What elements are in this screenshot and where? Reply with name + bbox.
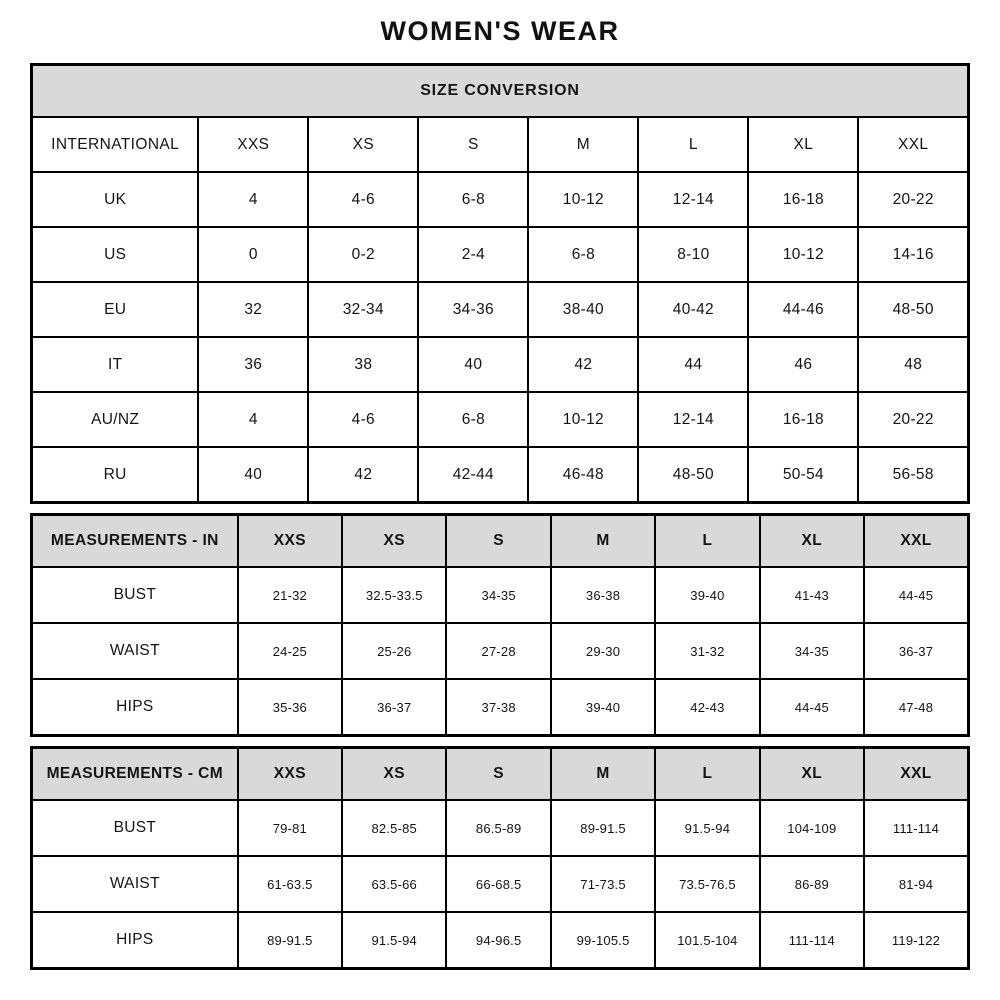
- value-cell: 10-12: [528, 392, 638, 447]
- value-cell: 25-26: [342, 623, 446, 679]
- value-cell: 12-14: [638, 392, 748, 447]
- size-conversion-header-row: [32, 117, 969, 172]
- table-row: [32, 856, 969, 912]
- value-cell: 10-12: [748, 227, 858, 282]
- value-cell: 10-12: [528, 172, 638, 227]
- value-cell: 24-25: [238, 623, 342, 679]
- value-cell: 111-114: [864, 800, 968, 856]
- measurements-in-title: MEASUREMENTS - IN: [32, 515, 238, 568]
- measurements-in-table: [30, 513, 970, 737]
- page: [30, 0, 970, 970]
- table-row: [32, 172, 969, 227]
- column-header-xxs: XXS: [198, 117, 308, 172]
- row-label: IT: [32, 337, 199, 392]
- row-label: RU: [32, 447, 199, 503]
- column-header-s: S: [418, 117, 528, 172]
- size-header-l: L: [655, 515, 759, 568]
- value-cell: 91.5-94: [655, 800, 759, 856]
- value-cell: 40: [198, 447, 308, 503]
- measurements-cm-table: [30, 746, 970, 970]
- value-cell: 42: [528, 337, 638, 392]
- column-header-xl: XL: [748, 117, 858, 172]
- value-cell: 20-22: [858, 172, 968, 227]
- table-row: [32, 623, 969, 679]
- value-cell: 32: [198, 282, 308, 337]
- value-cell: 2-4: [418, 227, 528, 282]
- value-cell: 71-73.5: [551, 856, 655, 912]
- row-label: WAIST: [32, 856, 238, 912]
- table-row: [32, 679, 969, 736]
- value-cell: 48-50: [638, 447, 748, 503]
- value-cell: 56-58: [858, 447, 968, 503]
- column-header-l: L: [638, 117, 748, 172]
- size-header-xxs: XXS: [238, 748, 342, 801]
- value-cell: 4: [198, 172, 308, 227]
- value-cell: 50-54: [748, 447, 858, 503]
- value-cell: 44: [638, 337, 748, 392]
- value-cell: 14-16: [858, 227, 968, 282]
- size-header-xs: XS: [342, 748, 446, 801]
- table-row: [32, 227, 969, 282]
- column-header-m: M: [528, 117, 638, 172]
- value-cell: 86-89: [760, 856, 864, 912]
- measurements-cm-header-row: [32, 748, 969, 801]
- value-cell: 35-36: [238, 679, 342, 736]
- value-cell: 42-44: [418, 447, 528, 503]
- column-header-xs: XS: [308, 117, 418, 172]
- value-cell: 6-8: [418, 392, 528, 447]
- column-header-international: INTERNATIONAL: [32, 117, 199, 172]
- table-row: [32, 800, 969, 856]
- table-row: [32, 912, 969, 969]
- value-cell: 46-48: [528, 447, 638, 503]
- value-cell: 4-6: [308, 392, 418, 447]
- size-header-xl: XL: [760, 515, 864, 568]
- value-cell: 104-109: [760, 800, 864, 856]
- value-cell: 99-105.5: [551, 912, 655, 969]
- value-cell: 6-8: [528, 227, 638, 282]
- value-cell: 32-34: [308, 282, 418, 337]
- value-cell: 29-30: [551, 623, 655, 679]
- value-cell: 41-43: [760, 567, 864, 623]
- value-cell: 38-40: [528, 282, 638, 337]
- value-cell: 44-46: [748, 282, 858, 337]
- column-header-xxl: XXL: [858, 117, 968, 172]
- value-cell: 82.5-85: [342, 800, 446, 856]
- value-cell: 8-10: [638, 227, 748, 282]
- value-cell: 42-43: [655, 679, 759, 736]
- value-cell: 12-14: [638, 172, 748, 227]
- size-conversion-table: [30, 63, 970, 504]
- size-header-s: S: [446, 748, 550, 801]
- table-row: [32, 337, 969, 392]
- value-cell: 34-36: [418, 282, 528, 337]
- row-label: UK: [32, 172, 199, 227]
- value-cell: 36-37: [342, 679, 446, 736]
- value-cell: 63.5-66: [342, 856, 446, 912]
- value-cell: 21-32: [238, 567, 342, 623]
- size-header-xxs: XXS: [238, 515, 342, 568]
- value-cell: 111-114: [760, 912, 864, 969]
- size-header-m: M: [551, 515, 655, 568]
- value-cell: 36: [198, 337, 308, 392]
- value-cell: 31-32: [655, 623, 759, 679]
- value-cell: 39-40: [655, 567, 759, 623]
- value-cell: 44-45: [864, 567, 968, 623]
- value-cell: 4-6: [308, 172, 418, 227]
- value-cell: 27-28: [446, 623, 550, 679]
- row-label: BUST: [32, 567, 238, 623]
- value-cell: 79-81: [238, 800, 342, 856]
- value-cell: 73.5-76.5: [655, 856, 759, 912]
- value-cell: 34-35: [760, 623, 864, 679]
- value-cell: 47-48: [864, 679, 968, 736]
- row-label: BUST: [32, 800, 238, 856]
- value-cell: 20-22: [858, 392, 968, 447]
- row-label: EU: [32, 282, 199, 337]
- value-cell: 40-42: [638, 282, 748, 337]
- measurements-cm-title: MEASUREMENTS - CM: [32, 748, 238, 801]
- measurements-in-header-row: [32, 515, 969, 568]
- value-cell: 66-68.5: [446, 856, 550, 912]
- size-header-m: M: [551, 748, 655, 801]
- value-cell: 40: [418, 337, 528, 392]
- value-cell: 16-18: [748, 172, 858, 227]
- value-cell: 36-37: [864, 623, 968, 679]
- table-row: [32, 447, 969, 503]
- value-cell: 101.5-104: [655, 912, 759, 969]
- value-cell: 44-45: [760, 679, 864, 736]
- value-cell: 89-91.5: [238, 912, 342, 969]
- size-header-l: L: [655, 748, 759, 801]
- value-cell: 61-63.5: [238, 856, 342, 912]
- value-cell: 6-8: [418, 172, 528, 227]
- value-cell: 46: [748, 337, 858, 392]
- table-row: [32, 282, 969, 337]
- row-label: AU/NZ: [32, 392, 199, 447]
- value-cell: 94-96.5: [446, 912, 550, 969]
- table-row: [32, 567, 969, 623]
- value-cell: 34-35: [446, 567, 550, 623]
- value-cell: 39-40: [551, 679, 655, 736]
- value-cell: 37-38: [446, 679, 550, 736]
- value-cell: 89-91.5: [551, 800, 655, 856]
- value-cell: 36-38: [551, 567, 655, 623]
- value-cell: 119-122: [864, 912, 968, 969]
- row-label: HIPS: [32, 679, 238, 736]
- size-conversion-title-row: [32, 65, 969, 118]
- value-cell: 0-2: [308, 227, 418, 282]
- size-conversion-title: SIZE CONVERSION: [32, 65, 969, 118]
- value-cell: 86.5-89: [446, 800, 550, 856]
- size-header-s: S: [446, 515, 550, 568]
- size-header-xl: XL: [760, 748, 864, 801]
- page-title: WOMEN'S WEAR: [380, 16, 620, 46]
- value-cell: 16-18: [748, 392, 858, 447]
- size-header-xs: XS: [342, 515, 446, 568]
- value-cell: 38: [308, 337, 418, 392]
- value-cell: 48-50: [858, 282, 968, 337]
- size-header-xxl: XXL: [864, 515, 968, 568]
- value-cell: 81-94: [864, 856, 968, 912]
- row-label: US: [32, 227, 199, 282]
- size-header-xxl: XXL: [864, 748, 968, 801]
- value-cell: 91.5-94: [342, 912, 446, 969]
- value-cell: 4: [198, 392, 308, 447]
- table-row: [32, 392, 969, 447]
- value-cell: 0: [198, 227, 308, 282]
- value-cell: 32.5-33.5: [342, 567, 446, 623]
- value-cell: 48: [858, 337, 968, 392]
- row-label: HIPS: [32, 912, 238, 969]
- row-label: WAIST: [32, 623, 238, 679]
- value-cell: 42: [308, 447, 418, 503]
